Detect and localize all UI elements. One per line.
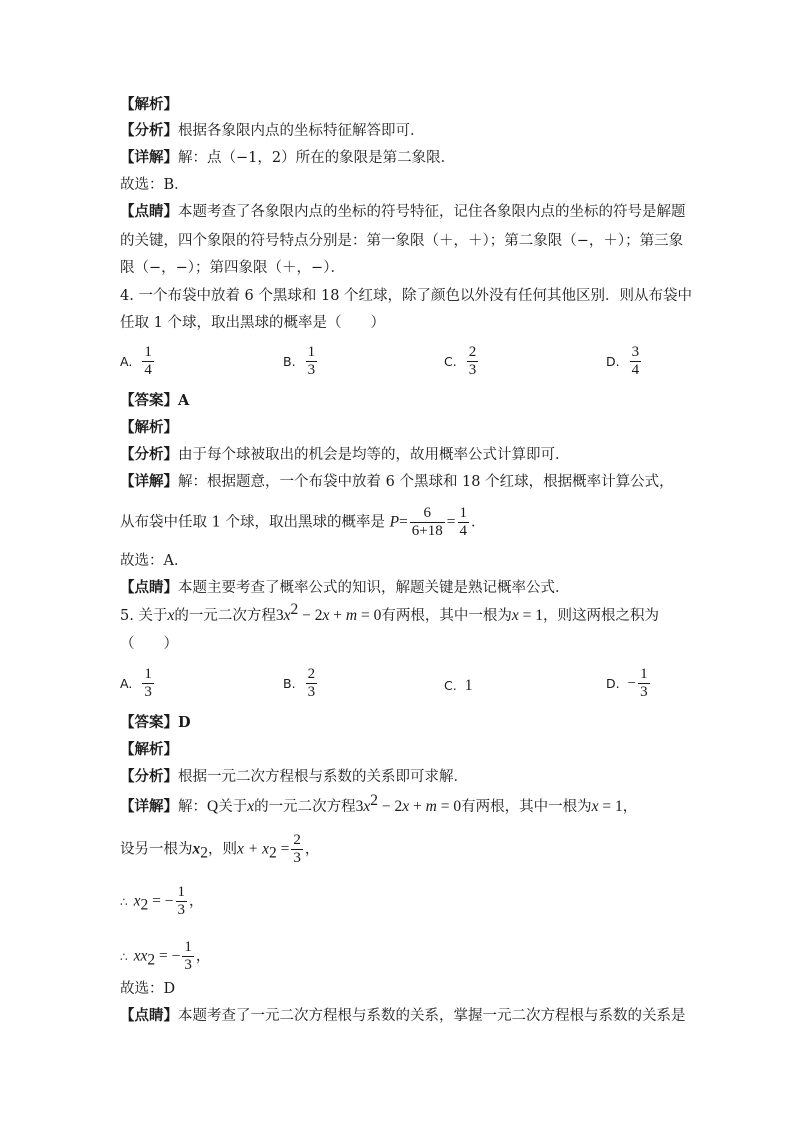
- xiangjie-line-prev: [120, 148, 455, 168]
- dianjing-line-prev-1: [120, 202, 686, 222]
- fenxi-tag: 【分析】: [120, 122, 178, 139]
- q5-answer: 【答案】D: [120, 714, 191, 731]
- q5-option-b: B. $\frac{2}{3}$: [283, 666, 316, 700]
- fraction: $\frac{3}{4}$: [631, 344, 640, 378]
- xiangjie-text: 解：点（−1，2）所在的象限是第二象限．: [178, 150, 456, 166]
- fenxi-text: 根据各象限内点的坐标特征解答即可．: [178, 123, 425, 139]
- fraction: $\frac{1}{3}$: [307, 344, 316, 378]
- therefore-symbol: ∴: [120, 949, 128, 964]
- q5-option-d: D. − $\frac{1}{3}$: [606, 666, 648, 700]
- q5-fenxi-line: 【分析】根据一元二次方程根与系数的关系即可求解．: [120, 768, 468, 785]
- q5-option-a: A. $\frac{1}{3}$: [120, 666, 152, 700]
- xiangjie-tag: 【详解】: [120, 149, 178, 166]
- q5-stem-1: 5. 关于x的一元二次方程$3x^2 - 2x + m = 0$有两根，其中一根为x = 1，则这两根之积为: [120, 601, 659, 624]
- q4-dianjing-line: 【点睛】本题主要考查了概率公式的知识，解题关键是熟记概率公式．: [120, 579, 570, 596]
- because-symbol: Q: [207, 798, 219, 815]
- fraction: $\frac{2}{3}$: [307, 666, 316, 700]
- q4-option-b: B. $\frac{1}{3}$: [283, 344, 316, 378]
- formula-p: P: [389, 513, 400, 531]
- fraction: $\frac{2}{3}$: [468, 344, 477, 378]
- fraction: $\frac{6}{6+18}$: [411, 505, 443, 539]
- dianjing-line-prev-2: 的关键，四个象限的符号特点分别是：第一象限（＋，＋）；第二象限（−，＋）；第三象: [120, 233, 684, 249]
- fraction: $\frac{1}{3}$: [184, 939, 192, 973]
- q4-xiangjie-line-2: 从布袋中任取 1 个球，取出黑球的概率是 P= $\frac{6}{6+18}$ = $\frac{1}{4}$ ．: [120, 505, 486, 539]
- fraction: $\frac{1}{3}$: [640, 666, 648, 700]
- dianjing-line-prev-3: 限（−，−）；第四象限（＋，−）．: [120, 260, 345, 276]
- fenxi-line-prev: [120, 121, 425, 141]
- fraction: $\frac{1}{3}$: [144, 666, 152, 700]
- q5-step-2: ∴ $xx_2$ = − $\frac{1}{3}$ ，: [120, 939, 211, 973]
- q4-option-c: C. $\frac{2}{3}$: [444, 344, 477, 378]
- q4-xiangjie-line-1: 【详解】解：根据题意，一个布袋中放着 6 个黑球和 18 个红球，根据概率计算公式，: [120, 473, 674, 490]
- dianjing-text: 本题考查了各象限内点的坐标的符号特征，记住各象限内点的坐标的符号是解题: [178, 204, 686, 220]
- q5-stem-2: （ ）: [120, 636, 178, 652]
- q4-stem-2: 任取 1 个球，取出黑球的概率是（ ）: [120, 315, 385, 331]
- therefore-symbol: ∴: [120, 894, 128, 909]
- q4-jiexi-heading: 【解析】: [120, 419, 178, 436]
- q4-fenxi-line: 【分析】由于每个球被取出的机会是均等的，故用概率公式计算即可．: [120, 446, 570, 463]
- guxuan-prev: 故选：B．: [120, 177, 189, 193]
- fraction: $\frac{1}{4}$: [144, 344, 152, 378]
- q5-step-1: ∴ $x_2$ = − $\frac{1}{3}$ ，: [120, 884, 204, 918]
- q4-stem-1: 4. 一个布袋中放着 6 个黑球和 18 个红球，除了颜色以外没有任何其他区别．则从布袋中: [120, 288, 693, 304]
- q5-guxuan: 故选：D: [120, 981, 176, 997]
- q4-option-a: A. $\frac{1}{4}$: [120, 344, 152, 378]
- dianjing-tag: 【点睛】: [120, 203, 178, 220]
- q5-dianjing-line: 【点睛】本题考查了一元二次方程根与系数的关系，掌握一元二次方程根与系数的关系是: [120, 1007, 686, 1024]
- q4-option-d: D. $\frac{3}{4}$: [606, 344, 640, 378]
- fraction: $\frac{2}{3}$: [293, 832, 301, 866]
- q5-jiexi-heading: 【解析】: [120, 741, 178, 758]
- fraction: $\frac{1}{3}$: [177, 884, 186, 918]
- fraction: $\frac{1}{4}$: [459, 505, 467, 539]
- jiexi-heading-prev: 【解析】: [120, 96, 178, 113]
- q5-set-line: 设另一根为$x_2$，则$x + x_2$ = $\frac{2}{3}$ ，: [120, 832, 320, 866]
- q5-xiangjie-line: 【详解】解：Q关于x的一元二次方程$3x^2 - 2x + m = 0$有两根，其中一根为x = 1，: [120, 792, 638, 815]
- q4-guxuan: 故选：A．: [120, 553, 189, 569]
- q4-answer: 【答案】A: [120, 392, 190, 409]
- q5-option-c: C. 1: [444, 677, 473, 694]
